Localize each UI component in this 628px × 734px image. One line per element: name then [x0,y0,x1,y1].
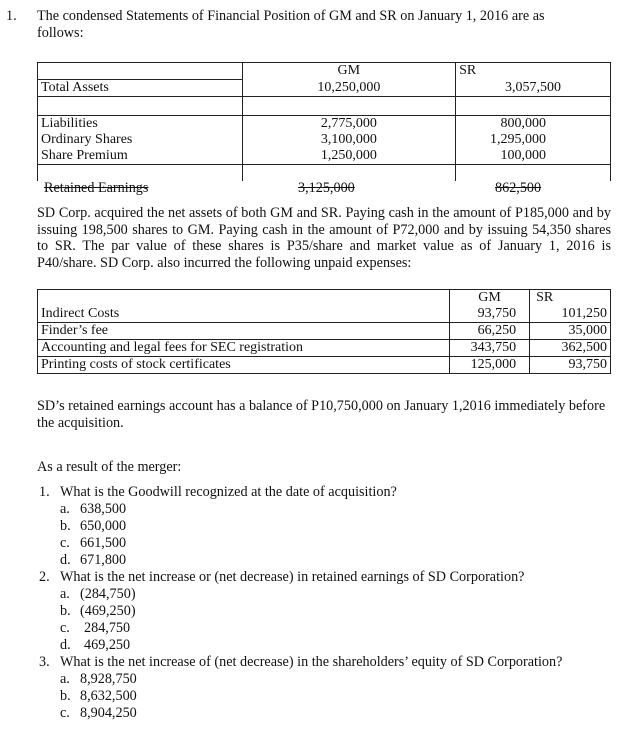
header-sr: SR [530,290,611,307]
table-row [38,148,611,165]
acquisition-paragraph: SD Corp. acquired the net assets of both GM and SR. Paying cash in the amount of P185,000 and by issuing 198,500 shares to GM. Paying cash in the amount of P72,000 and by issuing 54,350 shares to SR. The par value of these shares is P35/share and market value as of January 1, 2016 is P40/share. SD Corp. also incurred the following unpaid expenses: [37,205,611,271]
cell-gm: 3,100,000 [242,132,456,148]
row-label: Share Premium [38,148,243,165]
cell-sr: 93,750 [530,357,611,374]
table-header-row [38,290,611,307]
retained-earnings-sr: 862,500 [495,180,542,196]
cell-gm: 343,750 [450,340,530,357]
choice-letter: c. [60,535,70,551]
table-row [38,306,611,323]
row-label: Printing costs of stock certificates [38,357,450,374]
financial-position-table [37,62,611,181]
choice-value: 650,000 [80,518,127,534]
problem-number: 1. [6,8,17,24]
choice-letter: b. [60,518,71,534]
cell-gm: 2,775,000 [242,116,456,133]
choice-letter: b. [60,688,71,704]
choice-letter: d. [60,552,71,568]
question-number: 3. [39,654,50,670]
row-label: Accounting and legal fees for SEC registration [38,340,450,357]
cell-gm: 1,250,000 [242,148,456,165]
cell-gm: 66,250 [450,323,530,340]
spacer-row [38,97,611,116]
choice-value: 8,904,250 [80,705,137,721]
cell-sr: 3,057,500 [456,80,611,97]
header-sr: SR [456,63,611,80]
cell-sr: 35,000 [530,323,611,340]
question-text: What is the net increase of (net decrease) in the shareholders’ equity of SD Corporation? [60,654,563,670]
spacer-row [38,165,611,182]
row-label: Total Assets [38,80,243,97]
choice-value: (284,750) [80,586,136,602]
table-row-total-assets [38,80,611,97]
row-label: Ordinary Shares [38,132,243,148]
cell-gm: 10,250,000 [242,80,456,97]
table-row [38,357,611,374]
question-text: What is the Goodwill recognized at the date of acquisition? [60,484,397,500]
retained-earnings-paragraph: SD’s retained earnings account has a balance of P10,750,000 on January 1,2016 immediately before the acquisition. [37,398,606,431]
table-row [38,132,611,148]
choice-letter: c. [60,620,70,636]
question-text: What is the net increase or (net decrease) in retained earnings of SD Corporation? [60,569,525,585]
table-row [38,323,611,340]
choice-value: 469,250 [84,637,131,653]
intro-line-2: follows: [37,25,84,41]
cell-sr: 1,295,000 [456,132,611,148]
table-header-row [38,63,611,80]
question-number: 1. [39,484,50,500]
choice-value: (469,250) [80,603,136,619]
choice-letter: b. [60,603,71,619]
intro-line-1: The condensed Statements of Financial Position of GM and SR on January 1, 2016 are as [37,8,545,24]
retained-earnings-label: Retained Earnings [44,180,149,196]
cell-sr: 101,250 [530,306,611,323]
cell-sr: 100,000 [456,148,611,165]
table-row [38,340,611,357]
choice-letter: a. [60,586,70,602]
choice-value: 671,800 [80,552,127,568]
expenses-table [37,289,611,374]
row-label: Finder’s fee [38,323,450,340]
choice-letter: c. [60,705,70,721]
choice-value: 8,632,500 [80,688,137,704]
choice-value: 284,750 [84,620,131,636]
result-heading: As a result of the merger: [37,459,182,475]
table-row [38,116,611,133]
choice-value: 8,928,750 [80,671,137,687]
choice-letter: a. [60,671,70,687]
choice-value: 638,500 [80,501,127,517]
choice-letter: a. [60,501,70,517]
cell-gm: 125,000 [450,357,530,374]
header-gm: GM [450,290,530,307]
cell-gm: 93,750 [450,306,530,323]
question-number: 2. [39,569,50,585]
row-label: Indirect Costs [38,306,450,323]
choice-value: 661,500 [80,535,127,551]
cell-sr: 362,500 [530,340,611,357]
header-gm: GM [242,63,456,80]
retained-earnings-gm: 3,125,000 [298,180,355,196]
cell-sr: 800,000 [456,116,611,133]
choice-letter: d. [60,637,71,653]
row-label: Liabilities [38,116,243,133]
